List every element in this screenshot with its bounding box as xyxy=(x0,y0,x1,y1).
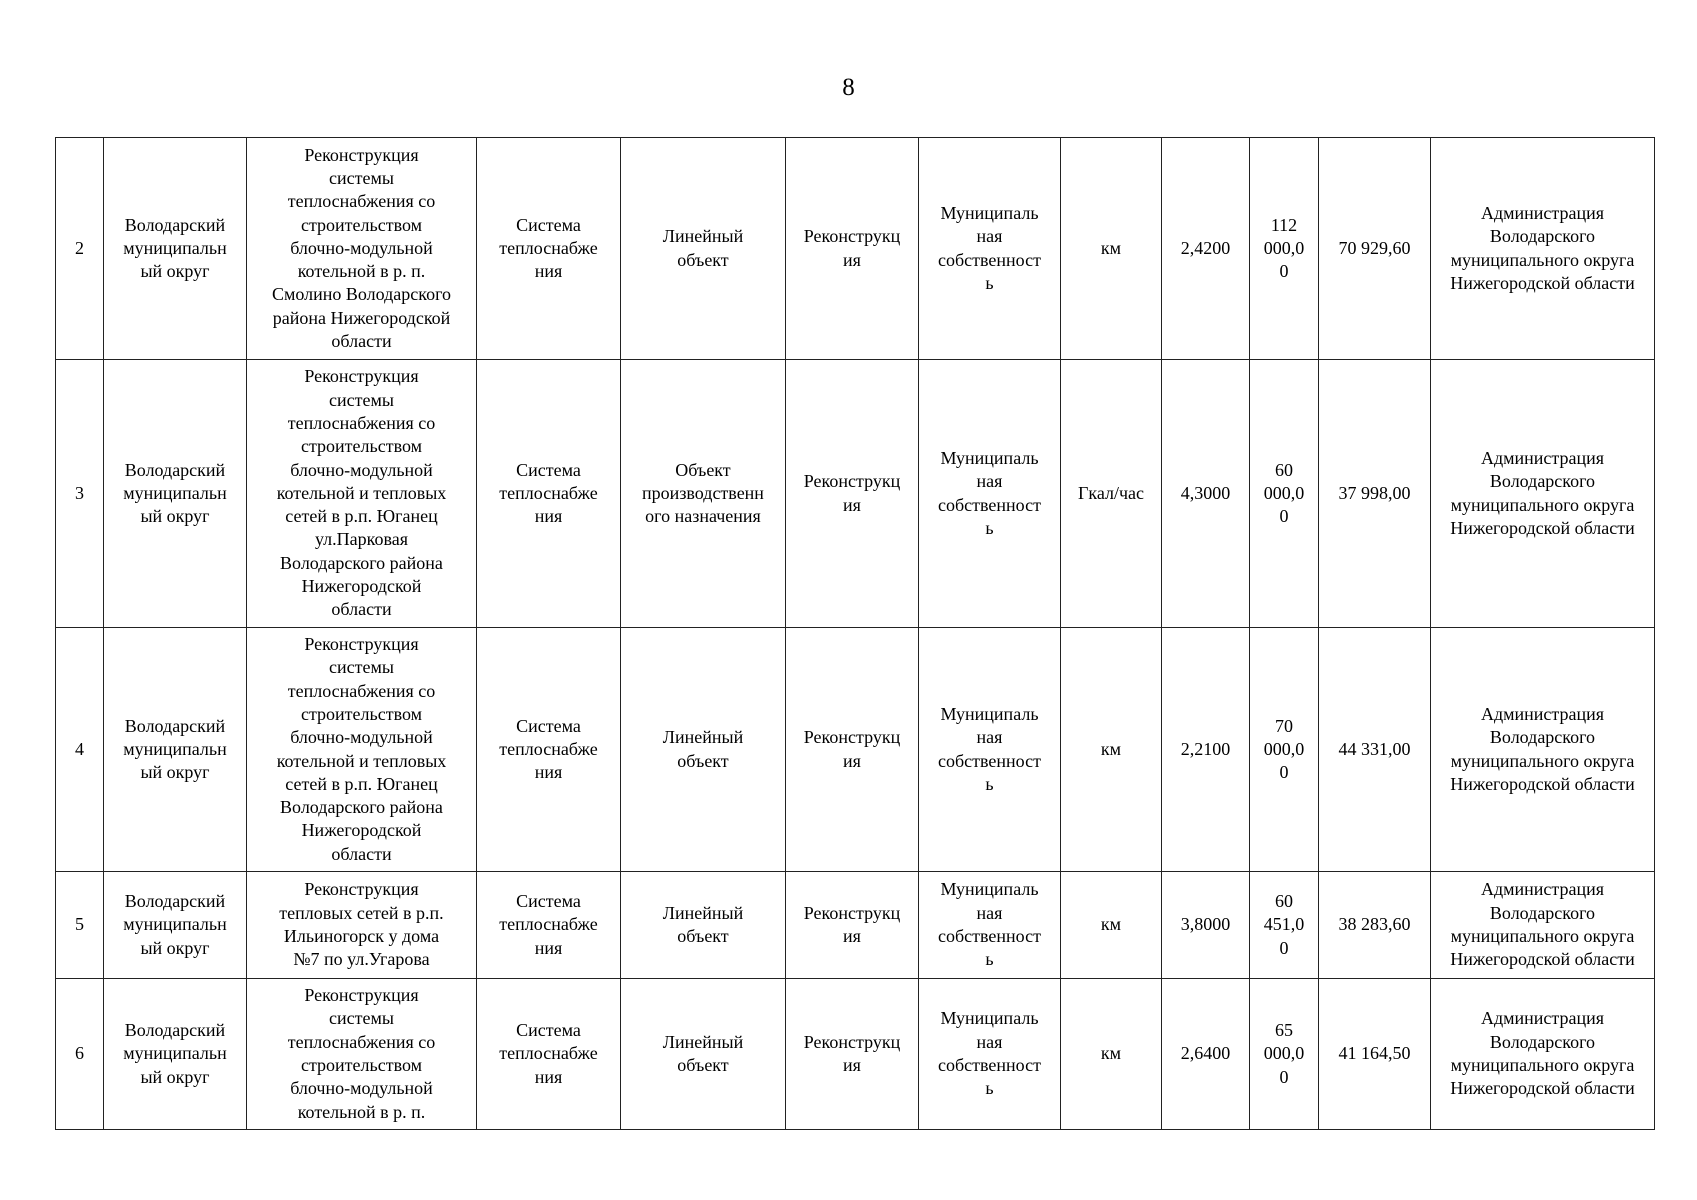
district-cell: Володарский муниципальн ый округ xyxy=(104,979,247,1130)
table-row xyxy=(56,872,1655,979)
project-name-cell: Реконструкция системы теплоснабжения со строительством блочно-модульной котельной в р. п. xyxy=(247,979,477,1130)
amount-cell: 70 929,60 xyxy=(1319,138,1431,360)
row-number-cell: 6 xyxy=(56,979,104,1130)
unit-cell: км xyxy=(1061,872,1162,979)
cost-cell: 70 000,0 0 xyxy=(1250,628,1319,872)
sector-cell: Система теплоснабже ния xyxy=(477,138,621,360)
unit-cell: км xyxy=(1061,979,1162,1130)
investment-projects-table xyxy=(55,137,1655,1130)
sector-cell: Система теплоснабже ния xyxy=(477,979,621,1130)
unit-cell: км xyxy=(1061,138,1162,360)
amount-cell: 44 331,00 xyxy=(1319,628,1431,872)
row-number-cell: 4 xyxy=(56,628,104,872)
capacity-cell: 3,8000 xyxy=(1162,872,1250,979)
row-number-cell: 5 xyxy=(56,872,104,979)
table-row xyxy=(56,979,1655,1130)
object-type-cell: Линейный объект xyxy=(621,628,786,872)
sector-cell: Система теплоснабже ния xyxy=(477,360,621,628)
project-name-cell: Реконструкция тепловых сетей в р.п. Ильиногорск у дома №7 по ул.Угарова xyxy=(247,872,477,979)
amount-cell: 37 998,00 xyxy=(1319,360,1431,628)
ownership-cell: Муниципаль ная собственност ь xyxy=(919,360,1061,628)
object-type-cell: Линейный объект xyxy=(621,872,786,979)
work-type-cell: Реконструкц ия xyxy=(786,872,919,979)
table-row xyxy=(56,628,1655,872)
district-cell: Володарский муниципальн ый округ xyxy=(104,872,247,979)
row-number-cell: 2 xyxy=(56,138,104,360)
district-cell: Володарский муниципальн ый округ xyxy=(104,138,247,360)
object-type-cell: Линейный объект xyxy=(621,138,786,360)
object-type-cell: Объект производственн ого назначения xyxy=(621,360,786,628)
table-row xyxy=(56,138,1655,360)
organization-cell: Администрация Володарского муниципального округа Нижегородской области xyxy=(1431,628,1655,872)
work-type-cell: Реконструкц ия xyxy=(786,360,919,628)
cost-cell: 65 000,0 0 xyxy=(1250,979,1319,1130)
sector-cell: Система теплоснабже ния xyxy=(477,872,621,979)
organization-cell: Администрация Володарского муниципального округа Нижегородской области xyxy=(1431,138,1655,360)
amount-cell: 38 283,60 xyxy=(1319,872,1431,979)
row-number-cell: 3 xyxy=(56,360,104,628)
cost-cell: 112 000,0 0 xyxy=(1250,138,1319,360)
capacity-cell: 2,2100 xyxy=(1162,628,1250,872)
ownership-cell: Муниципаль ная собственност ь xyxy=(919,872,1061,979)
sector-cell: Система теплоснабже ния xyxy=(477,628,621,872)
project-name-cell: Реконструкция системы теплоснабжения со строительством блочно-модульной котельной и тепловых сетей в р.п. Юганец Володарского района Нижегородской области xyxy=(247,628,477,872)
organization-cell: Администрация Володарского муниципального округа Нижегородской области xyxy=(1431,979,1655,1130)
cost-cell: 60 451,0 0 xyxy=(1250,872,1319,979)
work-type-cell: Реконструкц ия xyxy=(786,138,919,360)
unit-cell: км xyxy=(1061,628,1162,872)
ownership-cell: Муниципаль ная собственност ь xyxy=(919,979,1061,1130)
object-type-cell: Линейный объект xyxy=(621,979,786,1130)
work-type-cell: Реконструкц ия xyxy=(786,979,919,1130)
amount-cell: 41 164,50 xyxy=(1319,979,1431,1130)
organization-cell: Администрация Володарского муниципального округа Нижегородской области xyxy=(1431,872,1655,979)
page-number: 8 xyxy=(842,74,855,101)
work-type-cell: Реконструкц ия xyxy=(786,628,919,872)
unit-cell: Гкал/час xyxy=(1061,360,1162,628)
project-name-cell: Реконструкция системы теплоснабжения со строительством блочно-модульной котельной и тепловых сетей в р.п. Юганец ул.Парковая Володарского района Нижегородской области xyxy=(247,360,477,628)
district-cell: Володарский муниципальн ый округ xyxy=(104,360,247,628)
cost-cell: 60 000,0 0 xyxy=(1250,360,1319,628)
organization-cell: Администрация Володарского муниципального округа Нижегородской области xyxy=(1431,360,1655,628)
district-cell: Володарский муниципальн ый округ xyxy=(104,628,247,872)
ownership-cell: Муниципаль ная собственност ь xyxy=(919,138,1061,360)
capacity-cell: 4,3000 xyxy=(1162,360,1250,628)
table-row xyxy=(56,360,1655,628)
capacity-cell: 2,6400 xyxy=(1162,979,1250,1130)
project-name-cell: Реконструкция системы теплоснабжения со строительством блочно-модульной котельной в р. п. Смолино Володарского района Нижегородской области xyxy=(247,138,477,360)
ownership-cell: Муниципаль ная собственност ь xyxy=(919,628,1061,872)
capacity-cell: 2,4200 xyxy=(1162,138,1250,360)
